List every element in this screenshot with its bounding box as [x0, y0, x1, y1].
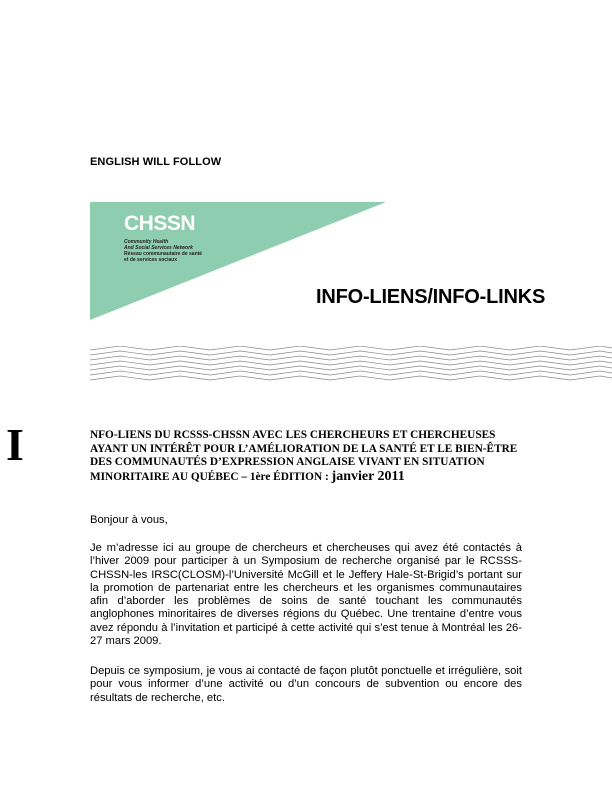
- logo-tagline-4: et de services sociaux: [124, 257, 178, 263]
- chssn-logo-name: CHSSN: [124, 212, 196, 235]
- drop-cap-letter: I: [6, 419, 24, 470]
- article-heading: [90, 429, 520, 484]
- logo-tagline-2: And Social Services Network: [124, 245, 193, 251]
- logo-tagline-3: Réseau communautaire de santé: [124, 251, 203, 257]
- page-title: INFO-LIENS/INFO-LINKS: [316, 286, 546, 308]
- article-heading-text: NFO-LIENS DU RCSSS-CHSSN AVEC LES CHERCHEURS ET CHERCHEUSES AYANT UN INTÉRÊT POUR L’AMÉLIORATION DE LA SANTÉ ET LE BIEN-ÊTRE DES COMMUNAUTÉS D’EXPRESSION ANGLAISE VIVANT EN SITUATION MINORITAIRE AU QUÉBEC – 1ère ÉDITION :: [90, 429, 518, 483]
- english-will-follow-note: ENGLISH WILL FOLLOW: [90, 156, 222, 168]
- wave-divider: [90, 346, 612, 382]
- greeting: Bonjour à vous,: [90, 514, 168, 526]
- logo-tagline-1: Community Health: [124, 239, 169, 245]
- body-paragraph-2: Depuis ce symposium, je vous ai contacté de façon plutôt ponctuelle et irrégulière, soit pour vous informer d’une activité ou d’un concours de subvention ou encore des résultats de recherche, etc.: [90, 665, 522, 704]
- body-paragraph-1: Je m’adresse ici au groupe de chercheurs et chercheuses qui avez été contactés à l’hiver 2009 pour participer à un Symposium de recherche organisé par le RCSSS-CHSSN-les IRSC(CLOSM)-l’Université McGill et le Jeffery Hale-St-Brigid’s portant sur la promotion de partenariat entre les chercheurs et les organismes communautaires afin d’aborder les problèmes de soins de santé touchant les communautés anglophones minoritaires de diverses régions du Québec. Une trentaine d’entre vous avez répondu à l’invitation et participé à cette activité qui s’est tenue à Montréal les 26-27 mars 2009.: [90, 542, 522, 648]
- edition-date: janvier 2011: [331, 468, 405, 484]
